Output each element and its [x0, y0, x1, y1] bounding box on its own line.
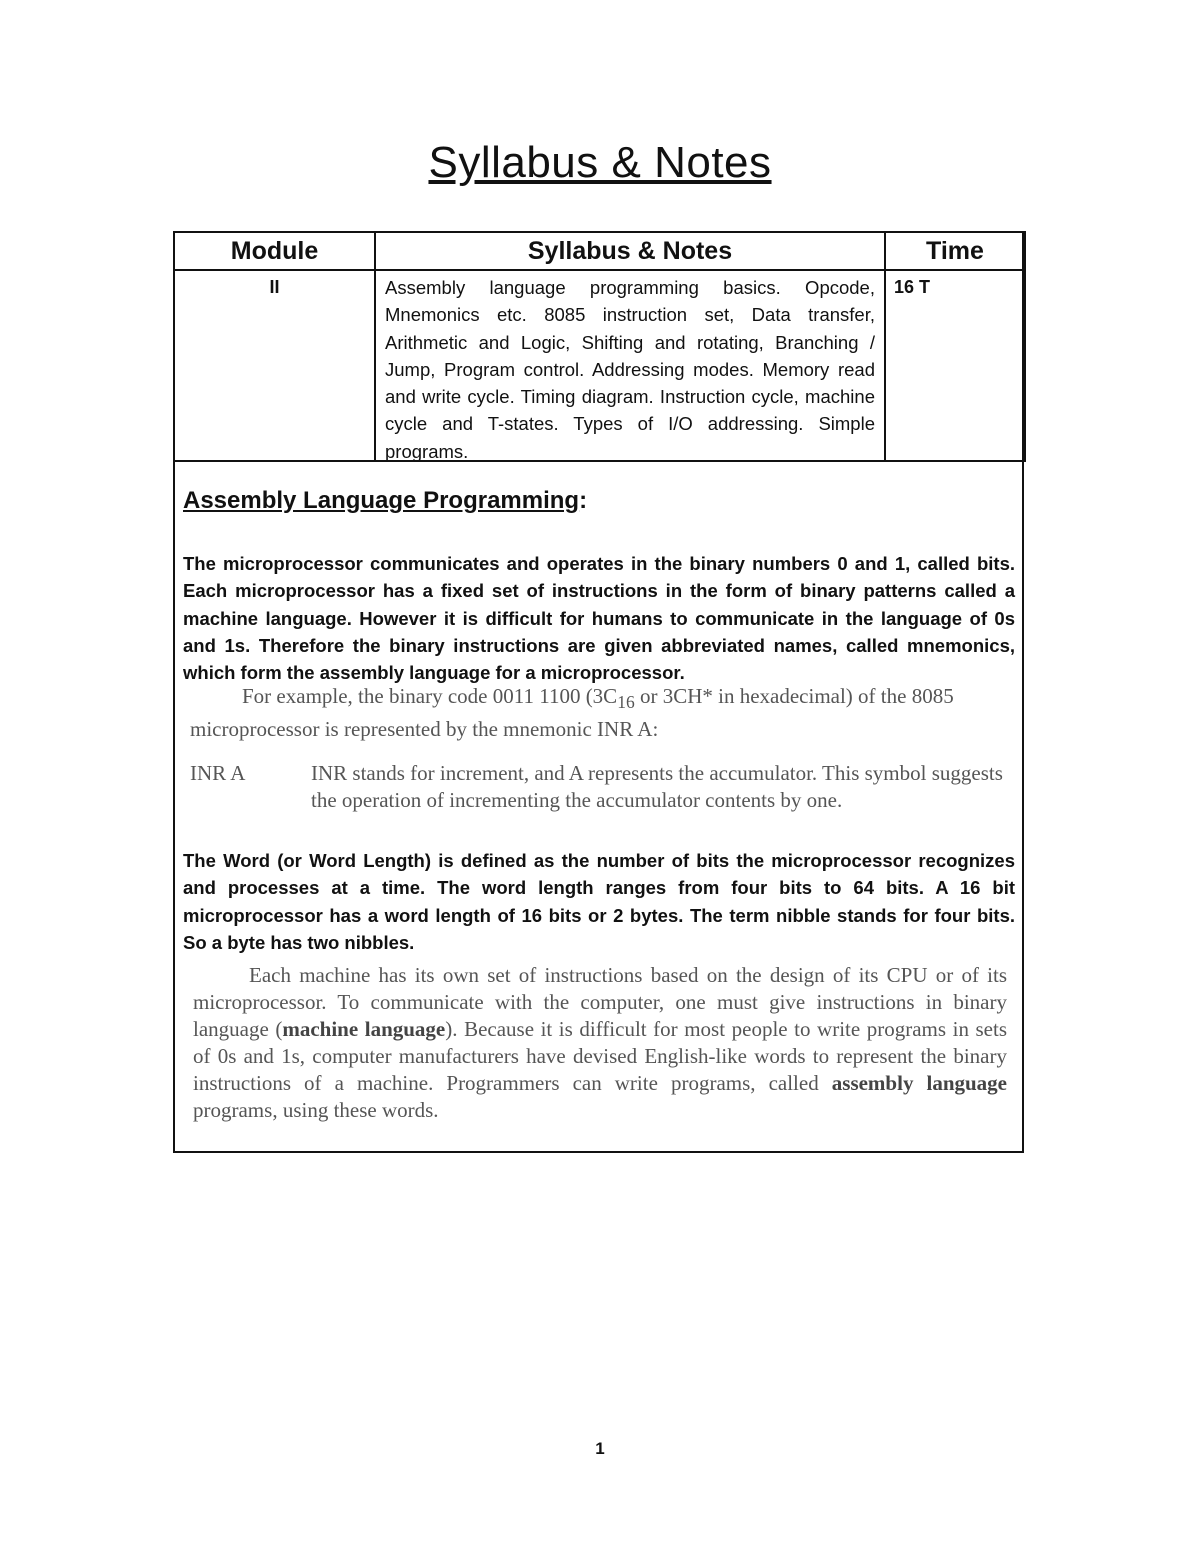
assembly-language-term: assembly language: [831, 1071, 1008, 1095]
syllabus-table: [173, 231, 1026, 462]
section-heading: [183, 487, 587, 515]
page-number: 1: [595, 1439, 605, 1458]
inr-definition: [190, 760, 1008, 814]
example-tail: or 3CH* in hexadecimal) of the 8085 microprocessor is represented by the mnemonic INR A:: [190, 684, 954, 742]
machine-text-1: Each machine has its own set of instructions based on the design of its CPU or of its microprocessor. To communicate with the computer, one must give instructions in binary language (: [193, 963, 1007, 1041]
header-module: Module: [174, 232, 375, 270]
paragraph-word-length: The Word (or Word Length) is defined as the number of bits the microprocessor recognizes and processes at a time. The word length ranges from four bits to 64 bits. A 16 bit microprocessor has a word length of 16 bits or 2 bytes. The term nibble stands for four bits. So a byte has two nibbles.: [183, 850, 1015, 953]
notes-text: Assembly language programming basics. Opcode, Mnemonics etc. 8085 instruction set, Data transfer, Arithmetic and Logic, Shifting and rotating, Branching / Jump, Program control. Addressing modes. Memory read and write cycle. Timing diagram. Instruction cycle, machine cycle and T-states. Types of I/O addressing. Simple programs.: [385, 277, 875, 462]
header-time: Time: [885, 232, 1025, 270]
table-header-row: [174, 232, 1025, 270]
table-row: [174, 270, 1025, 461]
section-heading-colon: :: [579, 487, 588, 514]
machine-language-excerpt: [193, 962, 1007, 1124]
inr-term: INR A: [190, 761, 246, 785]
paragraph-bits: The microprocessor communicates and operates in the binary numbers 0 and 1, called bits. Each microprocessor has a fixed set of instructions in the form of binary patterns called a machine language. However it is difficult for humans to communicate in the language of 0s and 1s. Therefore the binary instructions are given abbreviated names, called mnemonics, which form the assembly language for a microprocessor.: [183, 553, 1015, 684]
inr-text: INR stands for increment, and A represents the accumulator. This symbol suggests the operation of incrementing the accumulator contents by one.: [311, 761, 1003, 812]
page-title: Syllabus & Notes: [428, 138, 772, 187]
section-heading-text: Assembly Language Programming: [183, 487, 580, 514]
machine-language-term: machine language: [282, 1017, 446, 1041]
module-cell: II: [174, 270, 375, 461]
example-lead: For example, the binary code 0011 1100 (3C: [242, 684, 618, 708]
header-syllabus-notes: Syllabus & Notes: [375, 232, 885, 270]
machine-text-2: ). Because it is difficult for most people to write programs in sets of 0s and 1s, computer manufacturers have devised English-like words to represent the binary instructions of a machine. Programmers can write programs, called: [193, 1017, 1008, 1095]
example-subscript: 16: [617, 692, 635, 713]
example-excerpt: [190, 683, 1008, 743]
notes-cell: [375, 270, 885, 461]
time-cell: 16 T: [885, 270, 1025, 461]
machine-text-3: programs, using these words.: [193, 1098, 439, 1122]
